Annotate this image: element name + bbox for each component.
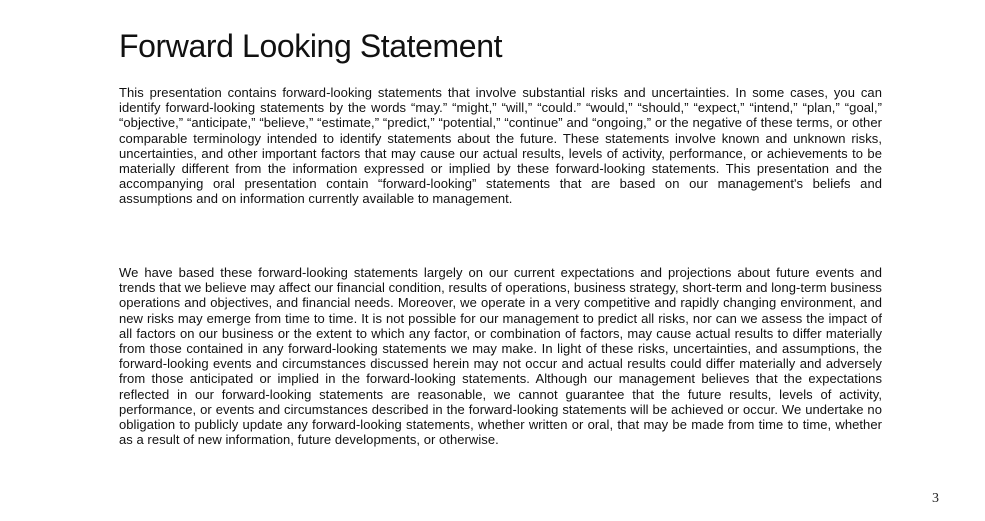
slide-title: Forward Looking Statement	[119, 28, 503, 64]
paragraph-basis-of-statements: We have based these forward-looking statements largely on our current expectations and projections about future events and trends that we believe may affect our financial condition, results of operations, business strategy, short-term and long-term business operations and objectives, and financial needs. Moreover, we operate in a very competitive and rapidly changing environment, and new risks may emerge from time to time. It is not possible for our management to predict all risks, nor can we assess the impact of all factors on our business or the extent to which any factor, or combination of factors, may cause actual results to differ materially from those contained in any forward-looking statements we may make. In light of these risks, uncertainties, and assumptions, the forward-looking events and circumstances discussed herein may not occur and actual results could differ materially and adversely from those anticipated or implied in the forward-looking statements. Although our management believes that the expectations reflected in our forward-looking statements are reasonable, we cannot guarantee that the future results, levels of activity, performance, or events and circumstances described in the forward-looking statements will be achieved or occur. We undertake no obligation to publicly update any forward-looking statements, whether written or oral, that may be made from time to time, whether as a result of new information, future developments, or otherwise.	[119, 265, 882, 448]
paragraph-forward-looking-statements: This presentation contains forward-looking statements that involve substantial risks and uncertainties. In some cases, you can identify forward-looking statements by the words “may.” “might,” “will,” “could.” “would,” “should,” “expect,” “intend,” “plan,” “goal,” “objective,” “anticipate,” “believe,” “estimate,” “predict,” “potential,” “continue” and “ongoing,” or the negative of these terms, or other comparable terminology intended to identify statements about the future. These statements involve known and unknown risks, uncertainties, and other important factors that may cause our actual results, levels of activity, performance, or achievements to be materially different from the information expressed or implied by these forward-looking statements. This presentation and the accompanying oral presentation contain “forward-looking” statements that are based on our management's beliefs and assumptions and on information currently available to management.	[119, 85, 882, 207]
page-number: 3	[932, 491, 939, 506]
